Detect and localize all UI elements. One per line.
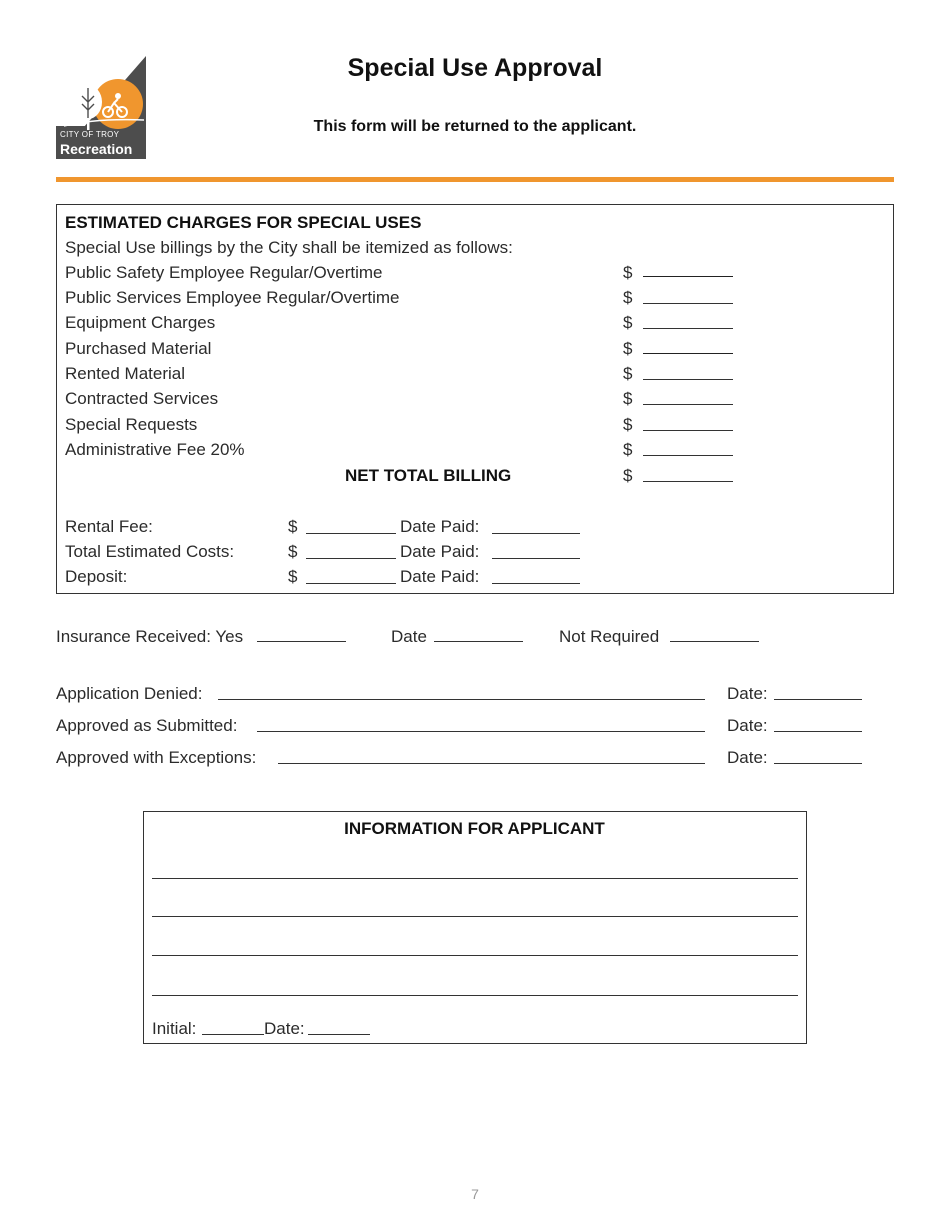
- currency-symbol: $: [623, 364, 633, 383]
- charge-item-label: Administrative Fee 20%: [65, 440, 245, 459]
- applicant-info-line[interactable]: [152, 878, 798, 879]
- total-estimated-costs-label: Total Estimated Costs:: [65, 542, 235, 561]
- currency-symbol: $: [623, 263, 633, 282]
- charge-item-label: Rented Material: [65, 364, 186, 383]
- currency-symbol: $: [623, 339, 633, 358]
- charge-amount-field[interactable]: [643, 404, 733, 405]
- applicant-date-label: Date:: [264, 1019, 305, 1038]
- deposit-field[interactable]: [306, 583, 396, 584]
- total-estimated-costs-field[interactable]: [306, 558, 396, 559]
- charge-item-label: Contracted Services: [65, 389, 219, 408]
- date-paid-label: Date Paid:: [400, 542, 480, 561]
- approved-as-submitted-label: Approved as Submitted:: [56, 716, 238, 735]
- applicant-info-line[interactable]: [152, 955, 798, 956]
- currency-symbol: $: [623, 415, 633, 434]
- initial-field[interactable]: [202, 1034, 264, 1035]
- charge-item-label: Purchased Material: [65, 339, 212, 358]
- currency-symbol: $: [623, 288, 633, 307]
- application-denied-field[interactable]: [218, 699, 705, 700]
- approved-as-submitted-date-field[interactable]: [774, 731, 862, 732]
- approved-as-submitted-field[interactable]: [257, 731, 705, 732]
- charge-item-label: Public Services Employee Regular/Overtime: [65, 288, 400, 307]
- insurance-received-label: Insurance Received: Yes: [56, 627, 244, 646]
- applicant-information-section: [143, 811, 807, 1044]
- page-number: 7: [471, 1186, 479, 1202]
- currency-symbol: $: [623, 313, 633, 332]
- total-costs-date-field[interactable]: [492, 558, 580, 559]
- charge-amount-field[interactable]: [643, 379, 733, 380]
- applicant-info-line[interactable]: [152, 916, 798, 917]
- currency-symbol: $: [288, 517, 298, 536]
- applicant-info-line[interactable]: [152, 995, 798, 996]
- charge-amount-field[interactable]: [643, 455, 733, 456]
- applicant-date-field[interactable]: [308, 1034, 370, 1035]
- charge-amount-field[interactable]: [643, 353, 733, 354]
- approved-with-exceptions-date-field[interactable]: [774, 763, 862, 764]
- charge-item-label: Public Safety Employee Regular/Overtime: [65, 263, 383, 282]
- logo-city-text: CITY OF TROY: [60, 130, 120, 139]
- charge-amount-field[interactable]: [643, 430, 733, 431]
- initial-label: Initial:: [152, 1019, 197, 1038]
- currency-symbol: $: [623, 440, 633, 459]
- charge-item-label: Special Requests: [65, 415, 198, 434]
- rental-fee-field[interactable]: [306, 533, 396, 534]
- net-total-field[interactable]: [643, 481, 733, 482]
- application-denied-date-field[interactable]: [774, 699, 862, 700]
- charge-item-label: Equipment Charges: [65, 313, 216, 332]
- approval-date-label: Date:: [727, 748, 768, 767]
- applicant-info-heading: INFORMATION FOR APPLICANT: [344, 819, 605, 838]
- rental-fee-date-field[interactable]: [492, 533, 580, 534]
- date-paid-label: Date Paid:: [400, 517, 480, 536]
- application-denied-label: Application Denied:: [56, 684, 203, 703]
- charge-amount-field[interactable]: [643, 276, 733, 277]
- rental-fee-label: Rental Fee:: [65, 517, 153, 536]
- header-divider: [56, 177, 894, 182]
- approved-with-exceptions-label: Approved with Exceptions:: [56, 748, 257, 767]
- net-total-label: NET TOTAL BILLING: [345, 466, 512, 485]
- deposit-label: Deposit:: [65, 567, 128, 586]
- charge-amount-field[interactable]: [643, 303, 733, 304]
- insurance-date-label: Date: [391, 627, 427, 646]
- insurance-not-required-label: Not Required: [559, 627, 660, 646]
- insurance-received-field[interactable]: [257, 641, 346, 642]
- currency-symbol: $: [288, 567, 298, 586]
- insurance-not-required-field[interactable]: [670, 641, 759, 642]
- approval-date-label: Date:: [727, 716, 768, 735]
- charges-intro: Special Use billings by the City shall be itemized as follows:: [65, 238, 513, 257]
- approved-with-exceptions-field[interactable]: [278, 763, 705, 764]
- charge-amount-field[interactable]: [643, 328, 733, 329]
- logo-recreation-text: Recreation: [60, 141, 133, 157]
- page-subtitle: This form will be returned to the applicant.: [313, 118, 637, 135]
- page-title: Special Use Approval: [347, 54, 603, 82]
- insurance-date-field[interactable]: [434, 641, 523, 642]
- currency-symbol: $: [623, 466, 633, 485]
- currency-symbol: $: [623, 389, 633, 408]
- currency-symbol: $: [288, 542, 298, 561]
- charges-heading: ESTIMATED CHARGES FOR SPECIAL USES: [65, 213, 422, 232]
- approval-date-label: Date:: [727, 684, 768, 703]
- date-paid-label: Date Paid:: [400, 567, 480, 586]
- estimated-charges-section: [56, 204, 894, 594]
- deposit-date-field[interactable]: [492, 583, 580, 584]
